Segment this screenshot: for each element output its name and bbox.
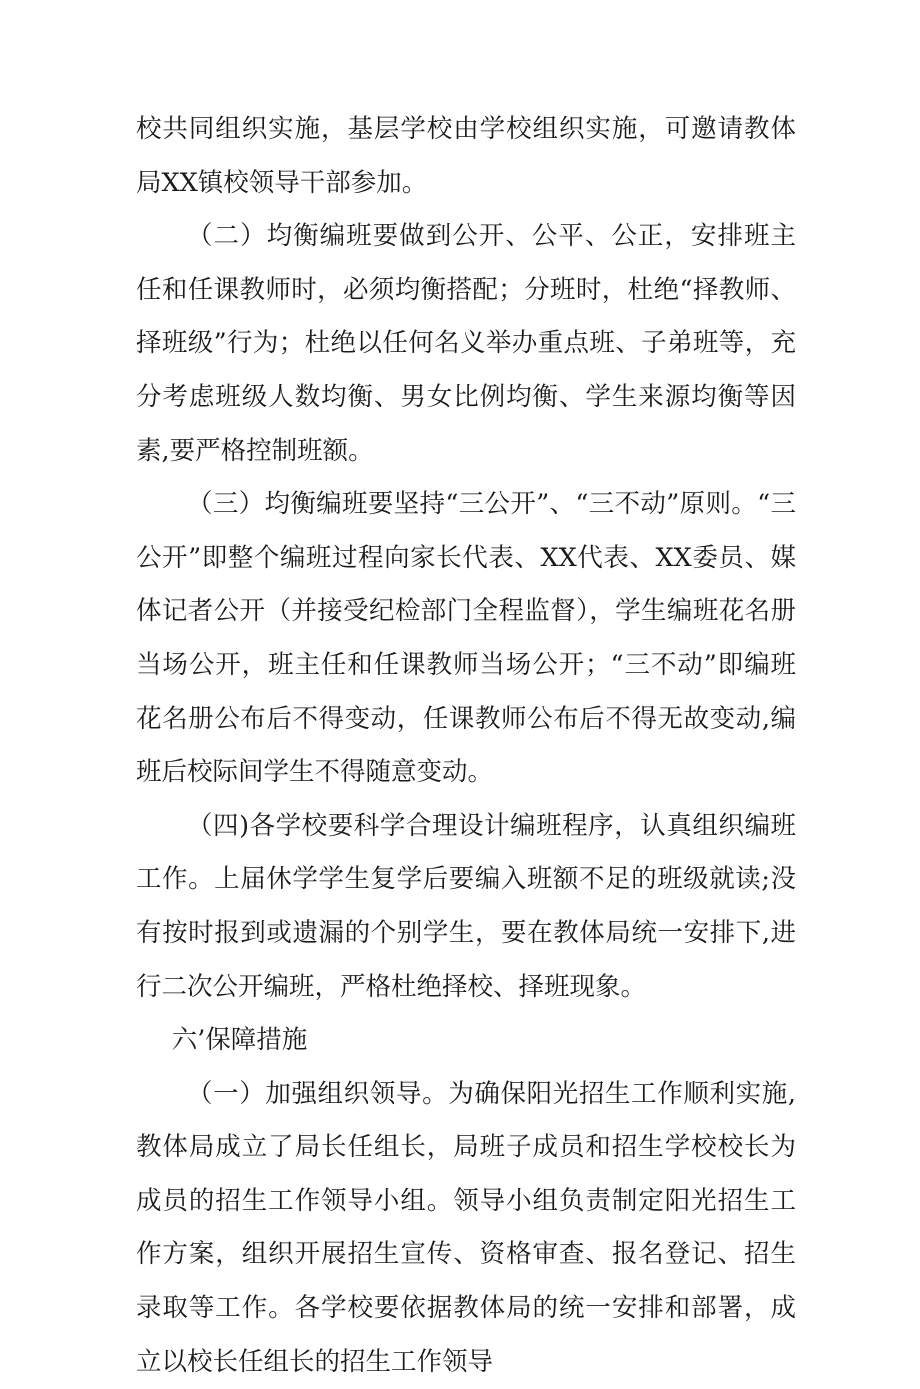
paragraph-organization-leadership: （一）加强组织领导。为确保阳光招生工作顺利实施,教体局成立了局长任组长，局班子成员和招生学校校长为成员的招生工作领导小组。领导小组负责制定阳光招生工作方案，组织开展招生宣传、资格审查、报名登记、招生录取等工作。各学校要依据教体局的统一安排和部署，成立以校长任组长的招生工作领导	[136, 1078, 796, 1377]
body-text	[136, 103, 796, 1389]
paragraph-balanced-class-principles: （二）均衡编班要做到公开、公平、公正，安排班主任和任课教师时，必须均衡搭配；分班时，杜绝“择教师、择班级”行为；杜绝以任何名义举办重点班、子弟班等，充分考虑班级人数均衡、男女比例均衡、学生来源均衡等因素,要严格控制班额。	[136, 221, 796, 466]
paragraph-three-open-three-fixed: （三）均衡编班要坚持“三公开”、“三不动”原则。“三公开”即整个编班过程向家长代表、XX代表、XX委员、媒体记者公开（并接受纪检部门全程监督），学生编班花名册当场公开，班主任和任课教师当场公开；“三不动”即编班花名册公布后不得变动，任课教师公布后不得无故变动,编班后校际间学生不得随意变动。	[136, 489, 796, 788]
paragraph-class-procedure: （四)各学校要科学合理设计编班程序，认真组织编班工作。上届休学学生复学后要编入班额不足的班级就读;没有按时报到或遗漏的个别学生，要在教体局统一安排下,进行二次公开编班，严格杜绝择校、择班现象。	[136, 810, 796, 1002]
section-heading-safeguards: 六’保障措施	[171, 1025, 308, 1056]
paragraph-continuation: 校共同组织实施，基层学校由学校组织实施，可邀请教体局XX镇校领导干部参加。	[136, 114, 796, 198]
